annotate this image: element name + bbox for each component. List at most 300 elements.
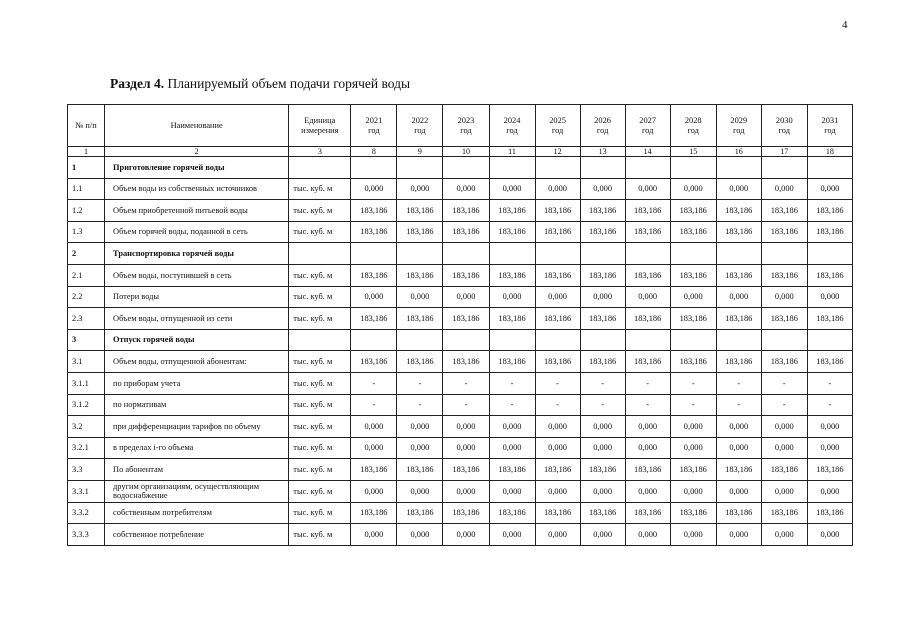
row-value bbox=[443, 243, 489, 265]
row-value bbox=[625, 243, 670, 265]
row-value: 183,186 bbox=[761, 200, 807, 222]
column-number: 11 bbox=[489, 147, 535, 157]
row-value: 183,186 bbox=[535, 308, 580, 330]
row-value: 0,000 bbox=[535, 286, 580, 308]
row-name: Транспортировка горячей воды bbox=[105, 243, 289, 265]
row-unit: тыс. куб. м bbox=[289, 372, 351, 394]
row-value: 0,000 bbox=[489, 178, 535, 200]
table-row bbox=[68, 178, 853, 200]
row-value bbox=[535, 329, 580, 351]
row-unit: тыс. куб. м bbox=[289, 221, 351, 243]
row-value: 0,000 bbox=[489, 437, 535, 459]
row-value: 0,000 bbox=[397, 480, 443, 502]
row-value: 183,186 bbox=[443, 221, 489, 243]
row-number: 3.3 bbox=[68, 459, 105, 481]
table-row bbox=[68, 394, 853, 416]
row-value: 183,186 bbox=[397, 459, 443, 481]
row-value: 183,186 bbox=[625, 221, 670, 243]
row-value: 0,000 bbox=[761, 437, 807, 459]
row-value: 0,000 bbox=[397, 437, 443, 459]
row-value: 0,000 bbox=[716, 178, 761, 200]
row-value: 183,186 bbox=[351, 264, 397, 286]
row-value bbox=[535, 243, 580, 265]
row-value: 183,186 bbox=[351, 308, 397, 330]
header-year-suffix: год bbox=[687, 125, 699, 135]
header-year-2024 bbox=[489, 105, 535, 147]
row-value: 0,000 bbox=[807, 524, 852, 546]
header-year-suffix: год bbox=[414, 125, 426, 135]
row-name: Объем воды из собственных источников bbox=[105, 178, 289, 200]
row-number: 2 bbox=[68, 243, 105, 265]
row-value: 0,000 bbox=[625, 178, 670, 200]
row-value bbox=[807, 329, 852, 351]
row-value: - bbox=[670, 394, 716, 416]
row-value bbox=[670, 243, 716, 265]
row-value: 183,186 bbox=[625, 459, 670, 481]
row-value: 183,186 bbox=[351, 200, 397, 222]
column-number: 12 bbox=[535, 147, 580, 157]
row-value: 0,000 bbox=[807, 286, 852, 308]
row-value bbox=[489, 157, 535, 179]
row-value: 183,186 bbox=[716, 459, 761, 481]
row-name: Объем воды, поступившей в сеть bbox=[105, 264, 289, 286]
row-value: 0,000 bbox=[761, 286, 807, 308]
row-value: 183,186 bbox=[716, 502, 761, 524]
row-value bbox=[807, 157, 852, 179]
row-value: 183,186 bbox=[443, 351, 489, 373]
row-value: 183,186 bbox=[807, 200, 852, 222]
row-value: 183,186 bbox=[580, 351, 625, 373]
column-number: 10 bbox=[443, 147, 489, 157]
row-value: 0,000 bbox=[807, 437, 852, 459]
row-value: 183,186 bbox=[670, 264, 716, 286]
row-value: 183,186 bbox=[535, 264, 580, 286]
row-unit: тыс. куб. м bbox=[289, 308, 351, 330]
header-year-suffix: год bbox=[641, 125, 654, 135]
row-value: 0,000 bbox=[351, 286, 397, 308]
row-value: 183,186 bbox=[807, 502, 852, 524]
table-row bbox=[68, 480, 853, 502]
column-number: 9 bbox=[397, 147, 443, 157]
row-value: 183,186 bbox=[625, 200, 670, 222]
header-year-2025 bbox=[535, 105, 580, 147]
row-value: 183,186 bbox=[761, 502, 807, 524]
column-number: 1 bbox=[68, 147, 105, 157]
row-number: 3.3.3 bbox=[68, 524, 105, 546]
row-value: 183,186 bbox=[351, 351, 397, 373]
column-number: 15 bbox=[670, 147, 716, 157]
row-value: 183,186 bbox=[625, 502, 670, 524]
section-row bbox=[68, 243, 853, 265]
row-unit: тыс. куб. м bbox=[289, 264, 351, 286]
section-title bbox=[110, 76, 410, 92]
row-value: 0,000 bbox=[443, 286, 489, 308]
row-value: 183,186 bbox=[580, 308, 625, 330]
row-name: в пределах i-го объема bbox=[105, 437, 289, 459]
page-number: 4 bbox=[842, 19, 848, 31]
row-value: 183,186 bbox=[807, 264, 852, 286]
header-year-value: 2026 bbox=[594, 116, 611, 126]
row-value: 0,000 bbox=[351, 524, 397, 546]
row-value: 183,186 bbox=[397, 221, 443, 243]
table-row bbox=[68, 286, 853, 308]
row-value: 183,186 bbox=[443, 308, 489, 330]
row-value: 183,186 bbox=[535, 459, 580, 481]
row-unit bbox=[289, 329, 351, 351]
row-unit: тыс. куб. м bbox=[289, 394, 351, 416]
row-value: 0,000 bbox=[807, 480, 852, 502]
row-value: 183,186 bbox=[397, 264, 443, 286]
row-value: 0,000 bbox=[670, 480, 716, 502]
row-number: 3.1.1 bbox=[68, 372, 105, 394]
row-value bbox=[716, 243, 761, 265]
row-value: 183,186 bbox=[351, 221, 397, 243]
row-value: 0,000 bbox=[670, 286, 716, 308]
column-number: 8 bbox=[351, 147, 397, 157]
row-value bbox=[351, 243, 397, 265]
table-row bbox=[68, 264, 853, 286]
row-value: 183,186 bbox=[670, 502, 716, 524]
row-value: 0,000 bbox=[625, 416, 670, 438]
header-year-suffix: год bbox=[506, 125, 518, 135]
header-year-suffix: год bbox=[368, 125, 380, 135]
row-value: 0,000 bbox=[535, 480, 580, 502]
row-name: другим организациям, осуществляющим водоснабжение bbox=[105, 480, 289, 502]
row-value: 183,186 bbox=[716, 200, 761, 222]
row-value: 0,000 bbox=[580, 178, 625, 200]
row-value bbox=[716, 329, 761, 351]
row-value: - bbox=[351, 372, 397, 394]
row-value bbox=[670, 157, 716, 179]
row-value: 0,000 bbox=[351, 437, 397, 459]
row-unit: тыс. куб. м bbox=[289, 502, 351, 524]
row-unit: тыс. куб. м bbox=[289, 459, 351, 481]
row-value: 0,000 bbox=[625, 286, 670, 308]
table-row bbox=[68, 416, 853, 438]
row-value bbox=[580, 243, 625, 265]
header-year-2021 bbox=[351, 105, 397, 147]
row-value: 0,000 bbox=[580, 437, 625, 459]
row-value: 183,186 bbox=[761, 264, 807, 286]
table-row bbox=[68, 524, 853, 546]
row-value: - bbox=[535, 394, 580, 416]
row-value bbox=[761, 329, 807, 351]
row-value: 183,186 bbox=[580, 264, 625, 286]
row-value: 0,000 bbox=[716, 437, 761, 459]
row-value bbox=[351, 329, 397, 351]
column-number: 18 bbox=[807, 147, 852, 157]
table-row bbox=[68, 200, 853, 222]
header-year-value: 2029 bbox=[730, 116, 748, 126]
row-value: - bbox=[580, 394, 625, 416]
row-value: - bbox=[489, 394, 535, 416]
row-value: 183,186 bbox=[807, 351, 852, 373]
header-year-2031 bbox=[807, 105, 852, 147]
row-number: 3 bbox=[68, 329, 105, 351]
row-value: 0,000 bbox=[716, 286, 761, 308]
row-value: 0,000 bbox=[397, 178, 443, 200]
row-number: 3.1 bbox=[68, 351, 105, 373]
header-year-value: 2025 bbox=[549, 116, 566, 126]
header-name: Наименование bbox=[105, 105, 289, 147]
row-name: собственное потребление bbox=[105, 524, 289, 546]
row-unit: тыс. куб. м bbox=[289, 437, 351, 459]
row-number: 3.2.1 bbox=[68, 437, 105, 459]
row-value: 0,000 bbox=[716, 480, 761, 502]
row-value: 183,186 bbox=[580, 459, 625, 481]
row-value: 0,000 bbox=[443, 416, 489, 438]
row-value bbox=[580, 329, 625, 351]
row-value: 183,186 bbox=[443, 459, 489, 481]
row-value bbox=[580, 157, 625, 179]
row-value: 183,186 bbox=[670, 308, 716, 330]
row-value: 0,000 bbox=[625, 480, 670, 502]
row-value: 183,186 bbox=[489, 459, 535, 481]
row-value bbox=[397, 329, 443, 351]
row-value: 0,000 bbox=[670, 437, 716, 459]
row-value: 0,000 bbox=[670, 524, 716, 546]
row-value: 183,186 bbox=[535, 351, 580, 373]
row-name: Объем горячей воды, поданной в сеть bbox=[105, 221, 289, 243]
row-value: 183,186 bbox=[397, 200, 443, 222]
column-number: 14 bbox=[625, 147, 670, 157]
row-value: 0,000 bbox=[397, 286, 443, 308]
row-unit: тыс. куб. м bbox=[289, 351, 351, 373]
row-value: 0,000 bbox=[397, 416, 443, 438]
row-unit bbox=[289, 157, 351, 179]
row-number: 2.3 bbox=[68, 308, 105, 330]
row-name: при дифференциации тарифов по объему bbox=[105, 416, 289, 438]
row-number: 2.1 bbox=[68, 264, 105, 286]
row-value: 183,186 bbox=[670, 200, 716, 222]
row-value: 0,000 bbox=[443, 480, 489, 502]
column-number: 2 bbox=[105, 147, 289, 157]
header-year-2022 bbox=[397, 105, 443, 147]
table-row bbox=[68, 351, 853, 373]
row-value: 0,000 bbox=[716, 524, 761, 546]
row-value: 183,186 bbox=[397, 351, 443, 373]
header-year-value: 2022 bbox=[411, 116, 429, 126]
row-unit: тыс. куб. м bbox=[289, 200, 351, 222]
row-value: 183,186 bbox=[761, 308, 807, 330]
row-number: 3.3.2 bbox=[68, 502, 105, 524]
row-value: 183,186 bbox=[670, 459, 716, 481]
row-value bbox=[397, 243, 443, 265]
table-row bbox=[68, 308, 853, 330]
row-value: - bbox=[761, 394, 807, 416]
header-year-2029 bbox=[716, 105, 761, 147]
header-year-value: 2024 bbox=[503, 116, 521, 126]
row-value: 0,000 bbox=[443, 437, 489, 459]
row-value: - bbox=[535, 372, 580, 394]
row-value: 183,186 bbox=[489, 264, 535, 286]
header-year-value: 2021 bbox=[365, 116, 383, 126]
row-number: 1.3 bbox=[68, 221, 105, 243]
row-number: 1.2 bbox=[68, 200, 105, 222]
row-value: - bbox=[625, 372, 670, 394]
row-name: по нормативам bbox=[105, 394, 289, 416]
column-number-row bbox=[68, 147, 853, 157]
header-year-2030 bbox=[761, 105, 807, 147]
row-value bbox=[443, 157, 489, 179]
row-value: 183,186 bbox=[489, 221, 535, 243]
row-value bbox=[443, 329, 489, 351]
row-value: 0,000 bbox=[535, 524, 580, 546]
header-year-value: 2027 bbox=[639, 116, 657, 126]
row-value: - bbox=[580, 372, 625, 394]
row-value: 0,000 bbox=[535, 437, 580, 459]
row-value: - bbox=[351, 394, 397, 416]
row-value bbox=[807, 243, 852, 265]
row-value bbox=[489, 329, 535, 351]
table-row bbox=[68, 372, 853, 394]
row-number: 3.1.2 bbox=[68, 394, 105, 416]
row-number: 3.2 bbox=[68, 416, 105, 438]
row-value: 0,000 bbox=[807, 178, 852, 200]
row-value: 0,000 bbox=[761, 416, 807, 438]
row-value: 0,000 bbox=[807, 416, 852, 438]
row-value: 183,186 bbox=[807, 308, 852, 330]
table-row bbox=[68, 437, 853, 459]
header-year-2028 bbox=[670, 105, 716, 147]
row-value: 183,186 bbox=[716, 308, 761, 330]
row-value: 183,186 bbox=[397, 502, 443, 524]
row-value: - bbox=[397, 394, 443, 416]
header-year-value: 2023 bbox=[457, 116, 475, 126]
row-name: Объем воды, отпущенной из сети bbox=[105, 308, 289, 330]
header-year-value: 2028 bbox=[684, 116, 702, 126]
row-value: 183,186 bbox=[489, 502, 535, 524]
row-value: 0,000 bbox=[489, 524, 535, 546]
row-value: 183,186 bbox=[625, 308, 670, 330]
header-year-2026 bbox=[580, 105, 625, 147]
row-value: 183,186 bbox=[397, 308, 443, 330]
row-unit bbox=[289, 243, 351, 265]
header-year-suffix: год bbox=[551, 125, 564, 135]
row-unit: тыс. куб. м bbox=[289, 178, 351, 200]
row-value: 0,000 bbox=[489, 480, 535, 502]
row-value: 183,186 bbox=[670, 351, 716, 373]
row-value: - bbox=[807, 394, 852, 416]
row-name: по приборам учета bbox=[105, 372, 289, 394]
table-row bbox=[68, 502, 853, 524]
row-value: 183,186 bbox=[761, 351, 807, 373]
row-number: 2.2 bbox=[68, 286, 105, 308]
row-name: Объем воды, отпущенной абонентам: bbox=[105, 351, 289, 373]
row-unit: тыс. куб. м bbox=[289, 480, 351, 502]
row-value: 0,000 bbox=[761, 178, 807, 200]
row-value: 0,000 bbox=[351, 480, 397, 502]
row-value: 183,186 bbox=[489, 200, 535, 222]
row-value bbox=[489, 243, 535, 265]
row-value: 183,186 bbox=[535, 502, 580, 524]
row-value: 0,000 bbox=[351, 178, 397, 200]
row-value: - bbox=[443, 372, 489, 394]
row-value: 0,000 bbox=[716, 416, 761, 438]
row-name: Отпуск горячей воды bbox=[105, 329, 289, 351]
row-value: 183,186 bbox=[443, 200, 489, 222]
row-value: 183,186 bbox=[489, 351, 535, 373]
header-year-value: 2030 bbox=[775, 116, 793, 126]
row-value: 183,186 bbox=[351, 502, 397, 524]
row-value bbox=[535, 157, 580, 179]
header-year-suffix: год bbox=[596, 125, 609, 135]
row-value: 183,186 bbox=[535, 221, 580, 243]
header-row bbox=[68, 105, 853, 147]
row-value: 0,000 bbox=[625, 524, 670, 546]
row-value: 183,186 bbox=[489, 308, 535, 330]
row-value: 183,186 bbox=[761, 459, 807, 481]
table-body bbox=[68, 157, 853, 546]
row-value: - bbox=[716, 372, 761, 394]
row-value: 0,000 bbox=[670, 416, 716, 438]
row-value: - bbox=[761, 372, 807, 394]
row-value: 0,000 bbox=[625, 437, 670, 459]
row-value: 0,000 bbox=[761, 480, 807, 502]
row-value: 0,000 bbox=[761, 524, 807, 546]
row-value: 0,000 bbox=[535, 178, 580, 200]
row-unit: тыс. куб. м bbox=[289, 286, 351, 308]
header-year-suffix: год bbox=[733, 125, 745, 135]
section-row bbox=[68, 157, 853, 179]
row-value: 183,186 bbox=[580, 200, 625, 222]
row-value bbox=[670, 329, 716, 351]
row-value: 183,186 bbox=[580, 502, 625, 524]
header-year-2027 bbox=[625, 105, 670, 147]
row-value: 183,186 bbox=[716, 351, 761, 373]
row-unit: тыс. куб. м bbox=[289, 524, 351, 546]
row-value: 0,000 bbox=[580, 416, 625, 438]
row-value: 183,186 bbox=[761, 221, 807, 243]
row-value: 183,186 bbox=[716, 221, 761, 243]
table-row bbox=[68, 221, 853, 243]
column-number: 16 bbox=[716, 147, 761, 157]
row-value: 0,000 bbox=[443, 524, 489, 546]
header-unit: Единица измерения bbox=[289, 105, 351, 147]
row-value: 183,186 bbox=[625, 351, 670, 373]
row-value bbox=[397, 157, 443, 179]
row-value: 183,186 bbox=[625, 264, 670, 286]
row-value: 0,000 bbox=[489, 416, 535, 438]
row-name: По абонентам bbox=[105, 459, 289, 481]
row-value bbox=[761, 243, 807, 265]
row-value: 0,000 bbox=[397, 524, 443, 546]
row-value bbox=[351, 157, 397, 179]
row-value: 0,000 bbox=[535, 416, 580, 438]
row-name: Приготовление горячей воды bbox=[105, 157, 289, 179]
row-value: 183,186 bbox=[670, 221, 716, 243]
row-value: 183,186 bbox=[443, 502, 489, 524]
row-number: 3.3.1 bbox=[68, 480, 105, 502]
row-value: 183,186 bbox=[351, 459, 397, 481]
row-value bbox=[625, 329, 670, 351]
row-value: - bbox=[443, 394, 489, 416]
header-year-2023 bbox=[443, 105, 489, 147]
row-value: 183,186 bbox=[807, 221, 852, 243]
table-row bbox=[68, 459, 853, 481]
row-number: 1.1 bbox=[68, 178, 105, 200]
row-value: 0,000 bbox=[580, 480, 625, 502]
row-name: Объем приобретенной питьевой воды bbox=[105, 200, 289, 222]
row-value: - bbox=[670, 372, 716, 394]
column-number: 3 bbox=[289, 147, 351, 157]
row-value bbox=[761, 157, 807, 179]
row-value bbox=[716, 157, 761, 179]
section-row bbox=[68, 329, 853, 351]
row-value: - bbox=[807, 372, 852, 394]
row-value: - bbox=[489, 372, 535, 394]
row-unit: тыс. куб. м bbox=[289, 416, 351, 438]
